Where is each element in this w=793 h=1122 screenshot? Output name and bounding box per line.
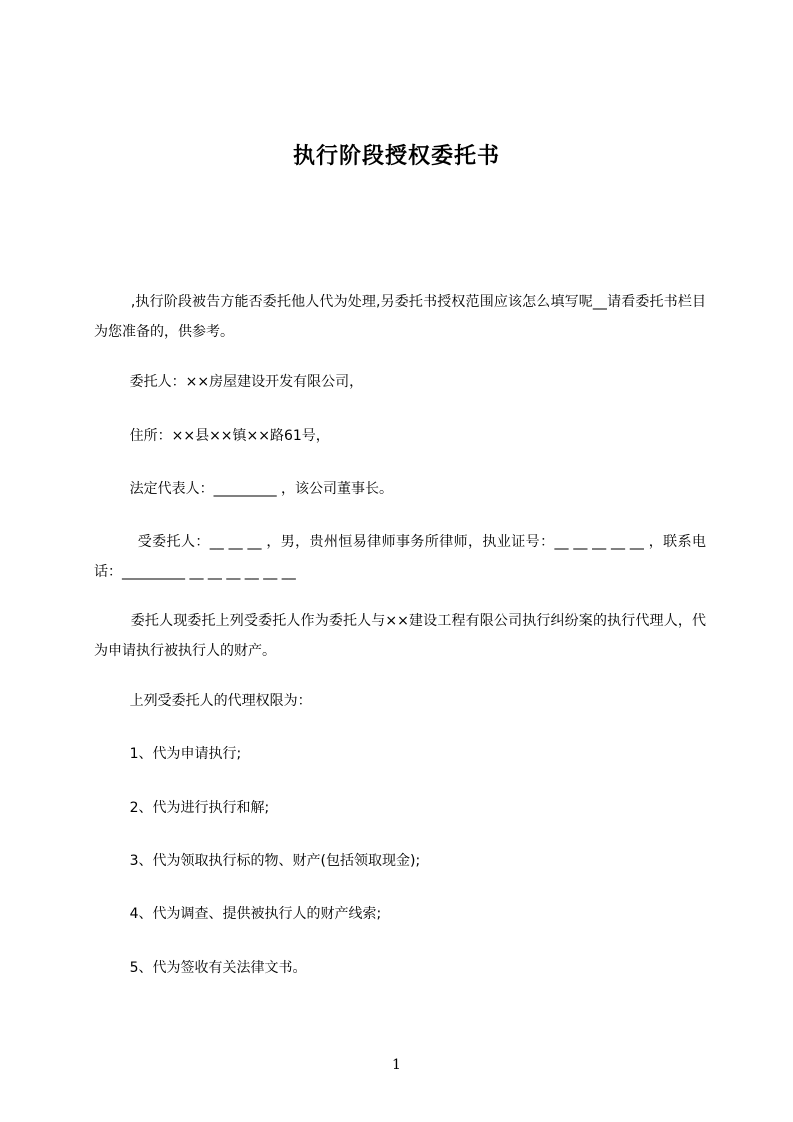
commission-paragraph: 委托人现委托上列受委托人作为委托人与××建设工程有限公司执行纠纷案的执行代理人，代为申请执行被执行人的财产。 bbox=[94, 613, 706, 659]
authority-heading-paragraph: 上列受委托人的代理权限为： bbox=[94, 693, 312, 709]
authority-item-5: 5、代为签收有关法律文书。 bbox=[94, 960, 307, 976]
document-title: 执行阶段授权委托书 bbox=[292, 144, 500, 169]
address-paragraph: 住所：××县××镇××路61号， bbox=[94, 428, 330, 444]
authority-item-2: 2、代为进行执行和解; bbox=[94, 800, 270, 816]
authority-item-1: 1、代为申请执行; bbox=[94, 746, 242, 762]
authority-item-4: 4、代为调查、提供被执行人的财产线索; bbox=[94, 906, 382, 922]
agent-paragraph: 受委托人：__ __ __ ，男，贵州恒易律师事务所律师，执业证号：__ __ __ __ __ ，联系电话：_________ __ __ __ __ __ __ bbox=[94, 534, 706, 580]
principal-paragraph: 委托人：××房屋建设开发有限公司， bbox=[94, 374, 364, 390]
legal-representative-paragraph: 法定代表人：_________ ，该公司董事长。 bbox=[94, 481, 394, 497]
page-number: 1 bbox=[392, 1057, 401, 1073]
authority-item-3: 3、代为领取执行标的物、财产(包括领取现金); bbox=[94, 853, 421, 869]
intro-paragraph: ,执行阶段被告方能否委托他人代为处理,另委托书授权范围应该怎么填写呢__请看委托书栏目为您准备的，供参考。 bbox=[94, 294, 706, 340]
